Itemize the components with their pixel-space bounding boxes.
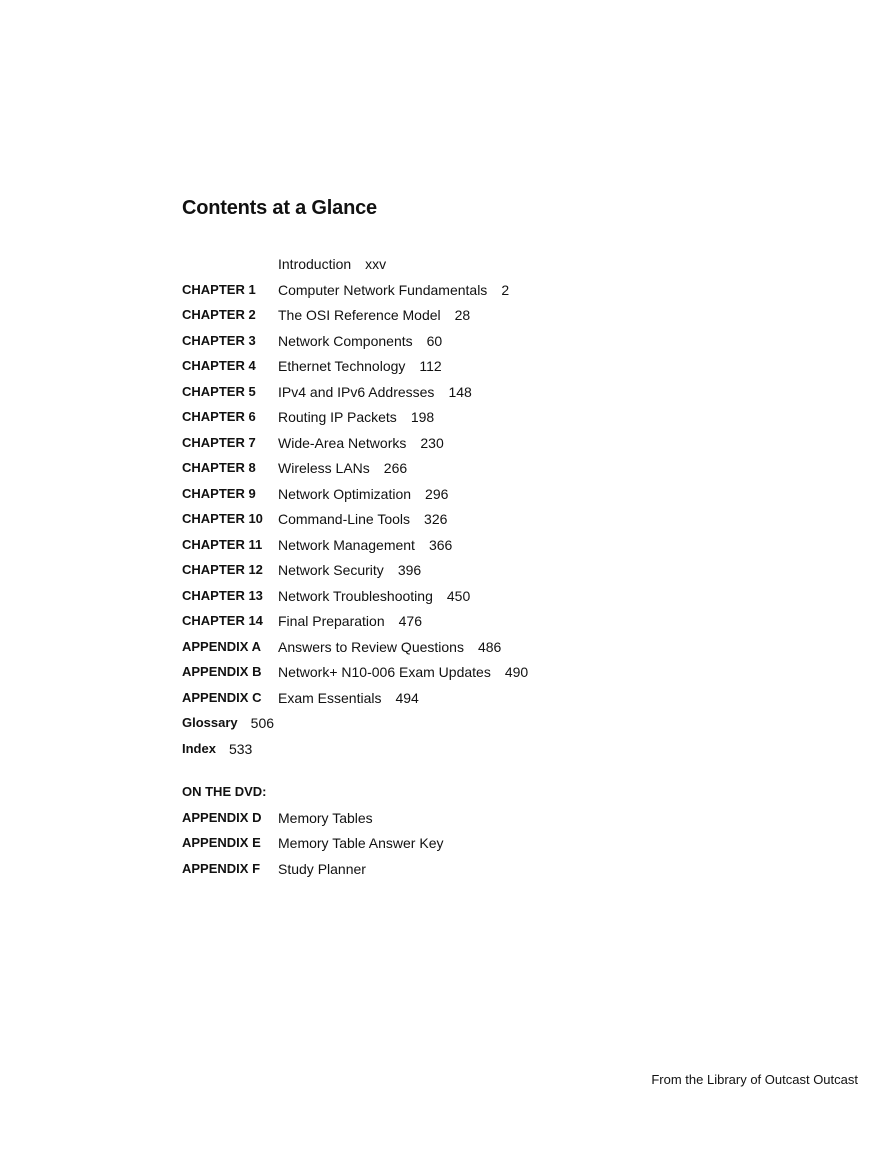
toc-entry-chapter-8 [182,458,782,484]
toc-entry-chapter-1 [182,280,782,306]
toc-entry-page: 230 [420,434,444,451]
toc-entry-label: CHAPTER 5 [182,383,256,399]
toc-entry-page: 396 [397,562,422,578]
table-of-contents [182,254,782,764]
toc-entry-chapter-14 [182,611,782,637]
toc-entry-page: 533 [228,740,253,757]
dvd-entry-appendix-e [182,833,782,859]
toc-entry-title: Wide-Area Networks [278,434,407,451]
toc-entry-title: Exam Essentials [278,689,382,706]
toc-entry-label: CHAPTER 9 [182,485,256,501]
toc-entry-page: 112 [419,358,442,374]
toc-entry-title: Study Planner [278,860,366,877]
toc-entry-chapter-13 [182,586,782,612]
toc-entry-index [182,739,782,765]
toc-entry-label: APPENDIX F [182,860,261,876]
toc-entry-title: Network Optimization [278,485,412,502]
toc-entry-title: Ethernet Technology [278,358,406,374]
toc-entry-chapter-10 [182,509,782,535]
toc-entry-chapter-11 [182,535,782,561]
toc-entry-title: Memory Tables [278,809,373,826]
toc-entry-page: 506 [250,715,275,731]
toc-entry-label: APPENDIX B [182,664,262,679]
toc-entry-page: 486 [477,638,502,655]
toc-entry-title: Network+ N10-006 Exam Updates [278,664,491,680]
toc-entry-title: Wireless LANs [278,460,370,476]
toc-entry-chapter-6 [182,407,782,433]
toc-entry-title: Final Preparation [278,613,385,629]
toc-entry-title: Introduction [278,256,352,272]
toc-entry-label: CHAPTER 6 [182,409,256,424]
toc-entry-label: Index [182,740,216,756]
toc-entry-title: Network Management [278,536,415,553]
toc-entry-page: 60 [426,332,443,349]
dvd-entry-appendix-d [182,808,782,834]
toc-entry-label: APPENDIX A [182,638,261,654]
toc-entry-label: CHAPTER 8 [182,460,256,475]
toc-entry-label: APPENDIX C [182,689,262,705]
toc-entry-page: xxv [365,256,387,272]
toc-entry-page: 476 [398,613,422,629]
toc-entry-page: 266 [383,460,408,476]
toc-entry-page: 28 [454,307,471,323]
toc-entry-title: Network Security [278,562,384,578]
toc-entry-chapter-3 [182,331,782,357]
toc-entry-appendix-c [182,688,782,714]
toc-entry-chapter-9 [182,484,782,510]
toc-entry-glossary [182,713,782,739]
toc-entry-title: The OSI Reference Model [278,307,441,323]
toc-entry-introduction [182,254,782,280]
toc-entry-title: Computer Network Fundamentals [278,281,488,298]
toc-entry-label: APPENDIX D [182,809,262,825]
toc-entry-label: CHAPTER 12 [182,562,263,577]
dvd-contents [182,782,782,884]
toc-entry-chapter-7 [182,433,782,459]
toc-entry-label: CHAPTER 1 [182,281,256,297]
toc-entry-label: CHAPTER 7 [182,434,256,450]
toc-entry-label: CHAPTER 3 [182,332,256,348]
toc-entry-page: 2 [501,281,510,298]
toc-entry-title: Routing IP Packets [278,409,397,425]
toc-entry-appendix-b [182,662,782,688]
toc-entry-chapter-5 [182,382,782,408]
toc-entry-page: 494 [395,689,419,706]
toc-entry-title: Memory Table Answer Key [278,835,444,851]
dvd-heading: ON THE DVD: [182,784,267,799]
toc-entry-label: CHAPTER 11 [182,536,263,552]
page-title: Contents at a Glance [182,197,377,219]
toc-entry-page: 198 [410,409,435,425]
toc-entry-title: Network Components [278,332,413,349]
toc-entry-label: CHAPTER 13 [182,587,263,603]
toc-entry-label: CHAPTER 2 [182,307,256,322]
toc-entry-chapter-4 [182,356,782,382]
toc-entry-chapter-2 [182,305,782,331]
toc-entry-label: CHAPTER 14 [182,613,263,628]
toc-entry-title: Network Troubleshooting [278,587,433,604]
toc-entry-label: CHAPTER 4 [182,358,256,373]
toc-entry-page: 366 [428,536,453,553]
toc-entry-page: 450 [446,587,471,604]
toc-entry-title: Answers to Review Questions [278,638,464,655]
footer-note: From the Library of Outcast Outcast [651,1072,858,1087]
toc-entry-title: IPv4 and IPv6 Addresses [278,383,435,400]
toc-entry-title: Command-Line Tools [278,511,411,527]
toc-entry-chapter-12 [182,560,782,586]
toc-entry-page: 148 [448,383,472,400]
toc-entry-page: 490 [504,664,529,680]
toc-entry-appendix-a [182,637,782,663]
toc-entry-label: APPENDIX E [182,835,261,850]
dvd-entry-appendix-f [182,859,782,885]
toc-entry-page: 326 [424,511,448,527]
toc-entry-label: CHAPTER 10 [182,511,263,526]
toc-entry-page: 296 [425,485,449,502]
toc-entry-label: Glossary [182,715,238,730]
